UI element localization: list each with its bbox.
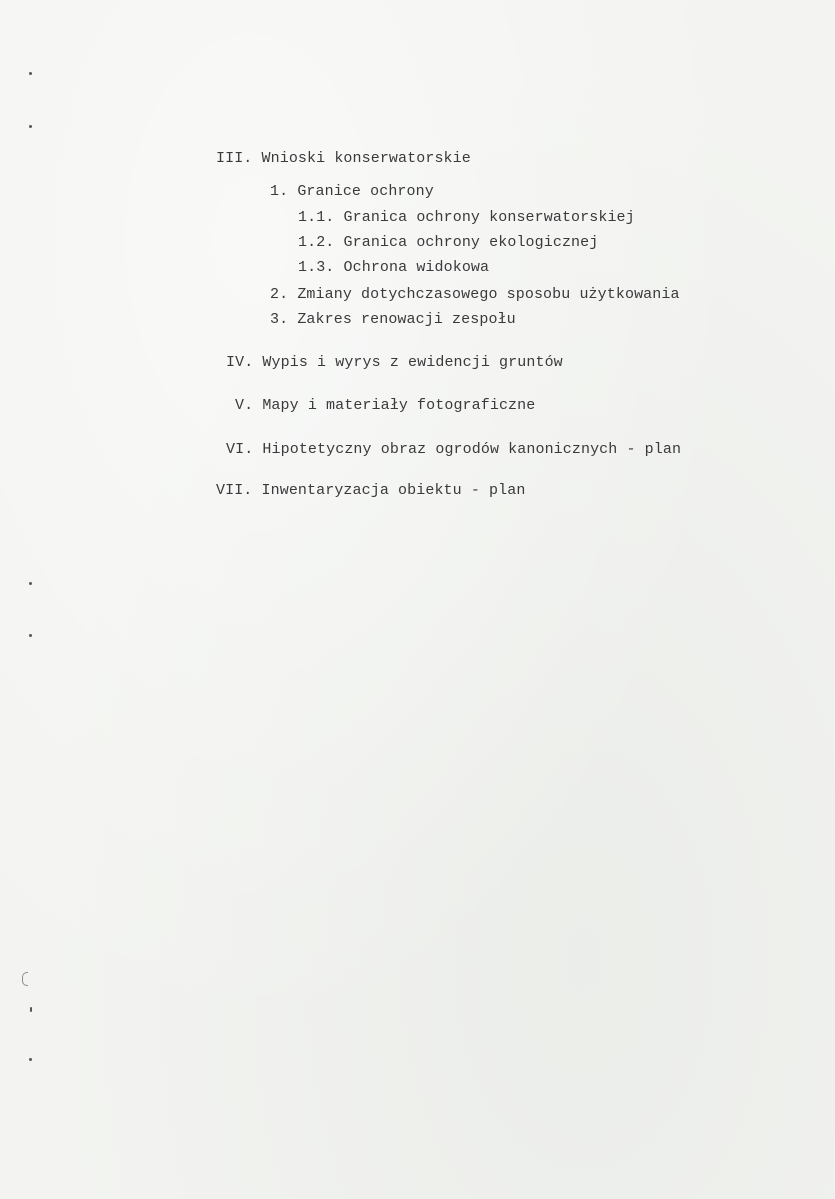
- toc-item-3: [270, 311, 516, 329]
- toc-title: Granica ochrony konserwatorskiej: [343, 209, 635, 226]
- toc-section-4: [226, 354, 563, 372]
- toc-number: VII.: [216, 482, 253, 499]
- margin-mark: [29, 125, 32, 128]
- toc-item-1-1: [298, 209, 635, 227]
- toc-title: Inwentaryzacja obiektu - plan: [261, 482, 526, 499]
- toc-title: Granice ochrony: [297, 183, 434, 200]
- toc-title: Wnioski konserwatorskie: [261, 150, 471, 167]
- toc-number: 1.2.: [298, 234, 335, 251]
- toc-number: 3.: [270, 311, 289, 328]
- toc-title: Zakres renowacji zespołu: [297, 311, 516, 328]
- toc-title: Granica ochrony ekologicznej: [343, 234, 599, 251]
- toc-number: III.: [216, 150, 253, 167]
- margin-mark: [29, 1058, 32, 1061]
- toc-number: 2.: [270, 286, 289, 303]
- toc-number: VI.: [226, 441, 254, 458]
- margin-mark: [29, 634, 32, 637]
- toc-title: Hipotetyczny obraz ogrodów kanonicznych - plan: [262, 441, 682, 458]
- toc-number: 1.: [270, 183, 289, 200]
- toc-section-3: [216, 150, 471, 168]
- toc-item-1: [270, 183, 434, 201]
- toc-item-1-2: [298, 234, 598, 252]
- toc-title: Zmiany dotychczasowego sposobu użytkowania: [297, 286, 680, 303]
- toc-number: IV.: [226, 354, 254, 371]
- toc-title: Ochrona widokowa: [343, 259, 490, 276]
- margin-mark: [29, 72, 32, 75]
- margin-bracket: [22, 972, 28, 986]
- margin-mark: [30, 1007, 32, 1012]
- toc-section-7: [216, 482, 525, 500]
- toc-item-2: [270, 286, 680, 304]
- toc-item-1-3: [298, 259, 489, 277]
- toc-number: 1.1.: [298, 209, 335, 226]
- margin-mark: [29, 582, 32, 585]
- toc-number: V.: [235, 397, 254, 414]
- toc-section-6: [226, 441, 681, 459]
- toc-section-5: [235, 397, 535, 415]
- toc-title: Wypis i wyrys z ewidencji gruntów: [262, 354, 563, 371]
- toc-title: Mapy i materiały fotograficzne: [262, 397, 536, 414]
- toc-number: 1.3.: [298, 259, 335, 276]
